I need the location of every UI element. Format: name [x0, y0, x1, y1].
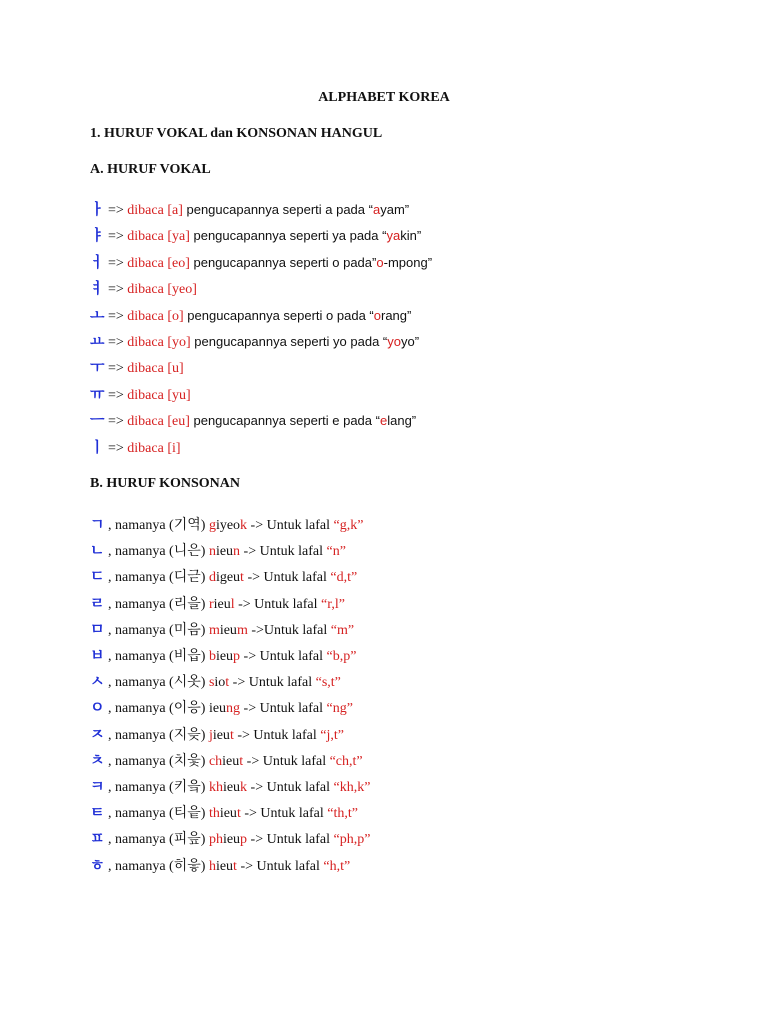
romanization-start: s [208, 675, 215, 691]
romanization-end: l [230, 596, 235, 612]
pronunciation-text: pengucapannya seperti ya pada [189, 228, 383, 244]
consonant-line [90, 725, 344, 745]
name-prefix: , namanya ( [104, 858, 174, 874]
hangul-name: 시옷 [173, 675, 201, 691]
quote-open: “ [382, 334, 388, 349]
pronunciation-text: pengucapannya seperti e pada [189, 413, 376, 429]
consonant-line [90, 620, 354, 640]
romanization-mid: ieu [215, 544, 234, 560]
name-prefix: , namanya ( [104, 675, 174, 691]
reading-text: dibaca [yu] [127, 387, 191, 403]
lafal-label: -> Untuk lafal [233, 727, 321, 743]
romanization-end: m [236, 622, 248, 638]
romanization-mid: ieu [222, 753, 240, 769]
pronunciation-text: pengucapannya seperti yo pada [190, 334, 383, 349]
lafal-label: -> Untuk lafal [240, 806, 328, 822]
name-close: ) [200, 858, 209, 874]
vowel-glyph: ㅣ [90, 437, 105, 456]
romanization-end: p [240, 832, 248, 848]
name-prefix: , namanya ( [104, 727, 174, 743]
romanization-start: j [208, 727, 213, 743]
section-heading-vowels: A. HURUF VOKAL [90, 162, 211, 177]
example-highlight: o [376, 254, 384, 270]
lafal-label: -> Untuk lafal [243, 570, 331, 586]
arrow-text: => [104, 255, 128, 271]
hangul-name: 디귿 [173, 570, 201, 586]
name-close: ) [200, 675, 209, 691]
vowel-glyph: ㅠ [90, 384, 105, 403]
lafal-label: -> Untuk lafal [240, 649, 327, 664]
hangul-name: 피읖 [173, 832, 201, 848]
consonant-line [90, 541, 346, 561]
romanization-mid: ieu [208, 701, 227, 717]
lafal-value: “ph,p” [333, 832, 371, 848]
example-rest: rang [381, 307, 408, 323]
example-highlight: e [379, 413, 388, 429]
vowel-line [90, 200, 409, 220]
hangul-name: 비읍 [173, 649, 201, 664]
vowel-line [90, 438, 181, 458]
consonant-line [90, 829, 370, 849]
arrow-text: => [104, 387, 128, 403]
vowel-glyph: ㅗ [90, 305, 105, 324]
name-close: ) [200, 780, 209, 795]
name-prefix: , namanya ( [104, 518, 174, 533]
romanization-mid: ieu [215, 858, 234, 874]
romanization-mid: ieu [215, 649, 234, 664]
lafal-value: “d,t” [330, 570, 358, 586]
vowel-glyph: ㅏ [90, 200, 105, 218]
romanization-end: t [240, 570, 244, 586]
consonant-line [90, 698, 353, 718]
name-close: ) [200, 753, 209, 769]
hangul-name: 키읔 [173, 780, 201, 795]
hangul-name: 치읓 [173, 753, 201, 769]
vowel-line [90, 385, 191, 405]
vowel-line [90, 279, 197, 299]
example-rest: kin [400, 228, 417, 244]
romanization-end: k [240, 780, 248, 795]
name-close: ) [200, 518, 209, 533]
romanization-mid: ieu [213, 596, 231, 612]
lafal-label: -> Untuk lafal [247, 518, 334, 533]
romanization-end: t [229, 727, 234, 743]
name-close: ) [200, 727, 209, 743]
section-heading-1: 1. HURUF VOKAL dan KONSONAN HANGUL [90, 126, 383, 141]
vowel-line [90, 306, 411, 326]
quote-close: ” [427, 254, 433, 270]
lafal-label: -> Untuk lafal [243, 753, 330, 769]
vowel-glyph: ㅑ [90, 226, 105, 245]
vowel-glyph: ㅓ [90, 252, 105, 271]
page-title: ALPHABET KOREA [318, 90, 450, 105]
quote-open: “ [369, 307, 374, 323]
example-highlight: o [373, 307, 381, 323]
romanization-start: m [208, 622, 220, 638]
reading-text: dibaca [a] [127, 203, 183, 218]
consonant-glyph: ㄷ [90, 567, 105, 586]
hangul-name: 히읗 [173, 858, 201, 874]
name-close: ) [200, 806, 209, 822]
consonant-glyph: ㄹ [90, 593, 105, 612]
arrow-text: => [104, 361, 128, 377]
lafal-value: “b,p” [326, 649, 357, 664]
example-rest: -mpong [383, 254, 428, 270]
lafal-value: “th,t” [327, 806, 358, 822]
romanization-end: p [233, 649, 241, 664]
consonant-glyph: ㅎ [90, 855, 105, 874]
romanization-end: t [233, 858, 237, 874]
romanization-start: h [208, 858, 216, 874]
quote-close: ” [411, 413, 417, 429]
romanization-start: ph [208, 832, 223, 848]
quote-close: ” [416, 228, 422, 244]
consonant-line [90, 856, 350, 876]
name-prefix: , namanya ( [104, 701, 174, 717]
reading-text: dibaca [u] [127, 361, 184, 377]
name-prefix: , namanya ( [104, 622, 174, 638]
lafal-label: -> Untuk lafal [236, 858, 324, 874]
arrow-text: => [104, 282, 128, 298]
romanization-start: n [208, 544, 216, 560]
lafal-value: “r,l” [321, 596, 345, 612]
name-prefix: , namanya ( [104, 780, 174, 795]
romanization-start: ch [208, 753, 223, 769]
romanization-end: ng [226, 701, 241, 717]
example-rest: yam [380, 202, 405, 217]
example-highlight: ya [386, 228, 401, 244]
consonant-line [90, 777, 370, 797]
quote-open: ” [372, 254, 377, 270]
vowel-line [90, 358, 184, 378]
consonant-line [90, 803, 358, 823]
consonant-line [90, 751, 363, 771]
consonant-glyph: ㅈ [90, 724, 105, 743]
consonant-glyph: ㅁ [90, 619, 105, 638]
name-prefix: , namanya ( [104, 596, 174, 612]
lafal-value: “s,t” [315, 675, 341, 691]
example-rest: lang [387, 413, 412, 429]
hangul-name: 기역 [173, 518, 201, 533]
reading-text: dibaca [eo] [127, 255, 190, 271]
romanization-mid: ieu [219, 806, 237, 822]
consonant-glyph: ㅂ [90, 646, 105, 664]
vowel-glyph: ㅜ [90, 358, 105, 377]
arrow-text: => [104, 229, 128, 245]
consonant-glyph: ㄱ [90, 515, 105, 533]
romanization-start: g [208, 518, 216, 533]
quote-open: “ [375, 413, 380, 429]
reading-text: dibaca [ya] [127, 229, 190, 245]
name-prefix: , namanya ( [104, 544, 174, 560]
name-prefix: , namanya ( [104, 806, 174, 822]
vowel-line [90, 332, 419, 352]
lafal-label: -> Untuk lafal [240, 701, 327, 717]
romanization-start: r [208, 596, 214, 612]
lafal-label: -> Untuk lafal [234, 596, 322, 612]
example-highlight: yo [387, 334, 401, 349]
quote-close: ” [407, 307, 412, 323]
hangul-name: 리을 [173, 596, 201, 612]
consonant-glyph: ㅍ [90, 829, 105, 848]
consonant-line [90, 672, 341, 692]
quote-open: “ [368, 202, 373, 217]
romanization-end: t [239, 753, 244, 769]
romanization-start: th [208, 806, 220, 822]
vowel-glyph: ㅡ [90, 411, 105, 430]
reading-text: dibaca [i] [127, 440, 181, 456]
lafal-value: “g,k” [333, 518, 364, 533]
lafal-label: -> Untuk lafal [247, 780, 334, 795]
romanization-mid: ieu [222, 832, 241, 848]
lafal-value: “h,t” [323, 858, 351, 874]
hangul-name: 미음 [173, 622, 201, 638]
lafal-value: “n” [326, 544, 346, 560]
romanization-mid: iyeo [215, 518, 241, 533]
vowel-line [90, 226, 421, 246]
name-prefix: , namanya ( [104, 649, 174, 664]
name-prefix: , namanya ( [104, 753, 174, 769]
name-close: ) [200, 649, 209, 664]
consonant-line [90, 515, 363, 535]
lafal-label: -> Untuk lafal [240, 544, 327, 560]
consonant-glyph: ㅊ [90, 750, 105, 769]
hangul-name: 지읒 [173, 727, 201, 743]
name-close: ) [200, 832, 209, 848]
romanization-mid: igeu [215, 570, 241, 586]
quote-close: ” [414, 334, 420, 349]
arrow-text: => [104, 414, 128, 430]
arrow-text: => [104, 308, 128, 324]
lafal-value: “m” [330, 622, 355, 638]
vowel-line [90, 411, 416, 431]
romanization-end: t [225, 675, 230, 691]
hangul-name: 니은 [173, 544, 201, 560]
lafal-label: ->Untuk lafal [247, 622, 331, 638]
reading-text: dibaca [yo] [127, 335, 191, 350]
name-close: ) [200, 622, 209, 638]
consonant-glyph: ㄴ [90, 541, 105, 560]
section-heading-consonants: B. HURUF KONSONAN [90, 476, 240, 491]
consonant-glyph: ㅌ [90, 803, 105, 822]
quote-open: “ [382, 228, 387, 244]
lafal-value: “ng” [326, 701, 353, 717]
name-close: ) [200, 596, 209, 612]
pronunciation-text: pengucapannya seperti o pada [189, 254, 373, 270]
arrow-text: => [104, 440, 128, 456]
example-rest: yo [401, 334, 415, 349]
arrow-text: => [104, 203, 128, 218]
romanization-start: b [208, 649, 216, 664]
romanization-end: n [233, 544, 241, 560]
vowel-glyph: ㅕ [90, 279, 105, 298]
pronunciation-text: pengucapannya seperti o pada [183, 307, 370, 323]
vowel-glyph: ㅛ [90, 332, 105, 350]
consonant-line [90, 567, 357, 587]
consonant-glyph: ㅇ [90, 698, 105, 717]
hangul-name: 티읕 [173, 806, 201, 822]
consonant-glyph: ㅋ [90, 777, 105, 795]
lafal-label: -> Untuk lafal [247, 832, 334, 848]
romanization-mid: io [214, 675, 226, 691]
quote-close: ” [404, 202, 410, 217]
romanization-end: t [236, 806, 241, 822]
lafal-value: “kh,k” [333, 780, 371, 795]
consonant-line [90, 646, 356, 666]
romanization-mid: ieu [219, 622, 237, 638]
name-close: ) [200, 570, 209, 586]
romanization-start: d [208, 570, 216, 586]
romanization-start: kh [208, 780, 223, 795]
arrow-text: => [104, 335, 128, 350]
reading-text: dibaca [yeo] [127, 282, 197, 298]
lafal-value: “j,t” [320, 727, 344, 743]
romanization-mid: ieu [212, 727, 230, 743]
pronunciation-text: pengucapannya seperti a pada [182, 202, 369, 217]
hangul-name: 이응 [173, 701, 201, 717]
lafal-label: -> Untuk lafal [229, 675, 316, 691]
lafal-value: “ch,t” [329, 753, 363, 769]
name-prefix: , namanya ( [104, 570, 174, 586]
name-prefix: , namanya ( [104, 832, 174, 848]
consonant-glyph: ㅅ [90, 672, 105, 691]
consonant-line [90, 594, 345, 614]
romanization-mid: ieu [222, 780, 241, 795]
example-highlight: a [372, 202, 381, 217]
name-close: ) [200, 701, 209, 717]
romanization-end: k [240, 518, 248, 533]
reading-text: dibaca [o] [127, 308, 184, 324]
vowel-line [90, 253, 432, 273]
name-close: ) [200, 544, 209, 560]
reading-text: dibaca [eu] [127, 414, 190, 430]
